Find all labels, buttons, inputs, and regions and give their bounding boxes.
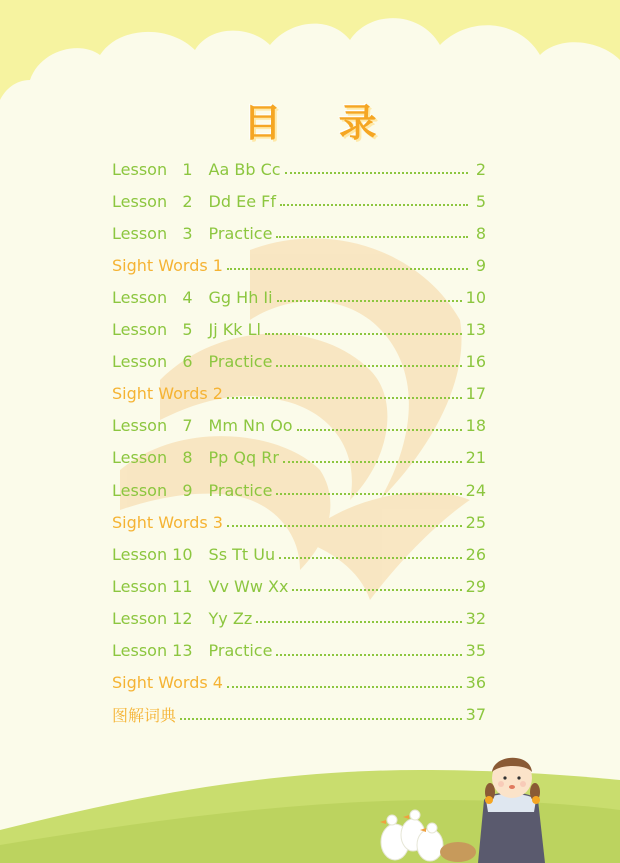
toc-entry-topic: Practice <box>208 641 273 660</box>
toc-entry-label: 图解词典 <box>112 706 177 726</box>
dot-leader <box>227 684 462 688</box>
toc-entry-label: Lesson 6 <box>112 352 193 372</box>
toc-entry-page: 21 <box>465 448 486 468</box>
toc-entry-topic: Yy Zz <box>208 608 253 628</box>
dot-leader <box>280 202 468 206</box>
toc-entry-label: Lesson 2 <box>112 191 193 211</box>
toc-entry-page: 5 <box>475 191 486 211</box>
dot-leader <box>276 234 468 238</box>
toc-entry[interactable] <box>112 382 486 406</box>
dot-leader <box>256 619 461 623</box>
toc-entry-label: Sight Words 1 <box>112 255 223 275</box>
dot-leader <box>279 555 462 559</box>
dot-leader <box>265 331 462 335</box>
toc-entry-page: 29 <box>465 576 486 596</box>
toc-entry-label: Lesson 8 <box>112 448 193 468</box>
toc-entry-page: 18 <box>465 416 486 436</box>
toc-entry-topic: Jj Kk Ll <box>208 320 261 339</box>
toc-entry-topic: Practice <box>208 352 273 372</box>
toc-entry-page: 37 <box>465 705 486 725</box>
toc-entry-page: 2 <box>475 159 486 179</box>
toc-entry[interactable] <box>112 253 486 277</box>
toc-entry-topic: Dd Ee Ff <box>208 191 276 211</box>
toc-entry[interactable] <box>112 703 486 727</box>
toc-entry-page: 17 <box>465 384 486 404</box>
dot-leader <box>180 716 462 720</box>
toc-entry-page: 25 <box>465 512 486 532</box>
toc-entry[interactable] <box>112 478 486 502</box>
toc-entry-label: Lesson 7 <box>112 416 193 436</box>
toc-entry-label: Lesson 9 <box>112 480 193 500</box>
toc-entry-label: Sight Words 3 <box>112 512 223 532</box>
toc-entry-page: 24 <box>465 480 486 500</box>
dot-leader <box>277 298 462 302</box>
toc-entry-label: Sight Words 2 <box>112 384 223 404</box>
toc-entry[interactable] <box>112 189 486 213</box>
toc-entry-topic: Practice <box>208 223 273 243</box>
toc-entry[interactable] <box>112 639 486 663</box>
toc-entry-topic: Gg Hh Ii <box>208 287 273 307</box>
toc-entry-page: 10 <box>465 287 486 307</box>
toc-entry-topic: Mm Nn Oo <box>208 416 293 436</box>
toc-entry-topic: Aa Bb Cc <box>208 159 281 179</box>
toc-entry-page: 16 <box>465 352 486 372</box>
toc-entry-page: 9 <box>475 255 486 275</box>
toc-entry-topic: Practice <box>208 480 273 500</box>
dot-leader <box>276 652 461 656</box>
dot-leader <box>227 266 468 270</box>
toc-entry-label: Lesson 10 <box>112 544 193 564</box>
toc-entry-label: Sight Words 4 <box>112 673 223 693</box>
toc-entry[interactable] <box>112 414 486 438</box>
toc-entry-page: 35 <box>465 641 486 660</box>
dot-leader <box>276 363 461 367</box>
toc-entry[interactable] <box>112 157 486 181</box>
toc-entry[interactable] <box>112 542 486 566</box>
toc-entry-page: 13 <box>465 320 486 339</box>
toc-entry-label: Lesson 11 <box>112 576 193 596</box>
toc-entry-label: Lesson 5 <box>112 320 193 339</box>
toc-entry[interactable] <box>112 221 486 245</box>
toc-entry-label: Lesson 3 <box>112 223 193 243</box>
toc-entry[interactable] <box>112 285 486 309</box>
toc-entry[interactable] <box>112 350 486 374</box>
toc-entry-label: Lesson 13 <box>112 641 193 660</box>
dot-leader <box>276 491 461 495</box>
dot-leader <box>227 523 462 527</box>
toc-entry[interactable] <box>112 510 486 534</box>
toc-entry-topic: Vv Ww Xx <box>208 576 289 596</box>
toc-entry[interactable] <box>112 574 486 598</box>
toc-entry-page: 26 <box>465 544 486 564</box>
toc-entry[interactable] <box>112 671 486 695</box>
toc-entry-label: Lesson 4 <box>112 287 193 307</box>
toc-entry-topic: Pp Qq Rr <box>208 448 279 468</box>
toc-entry-topic: Ss Tt Uu <box>208 544 276 564</box>
toc-entry-page: 8 <box>475 223 486 243</box>
toc-entry-page: 32 <box>465 608 486 628</box>
toc-entry[interactable] <box>112 318 486 342</box>
dot-leader <box>285 170 468 174</box>
dot-leader <box>227 395 462 399</box>
page-title: 目 录 <box>243 101 399 145</box>
toc-entry-label: Lesson 1 <box>112 159 193 179</box>
dot-leader <box>297 427 462 431</box>
toc-entry-label: Lesson 12 <box>112 608 193 628</box>
toc-entry-page: 36 <box>465 673 486 693</box>
toc-entry[interactable] <box>112 606 486 630</box>
dot-leader <box>292 587 461 591</box>
dot-leader <box>283 459 462 463</box>
toc-entry[interactable] <box>112 446 486 470</box>
